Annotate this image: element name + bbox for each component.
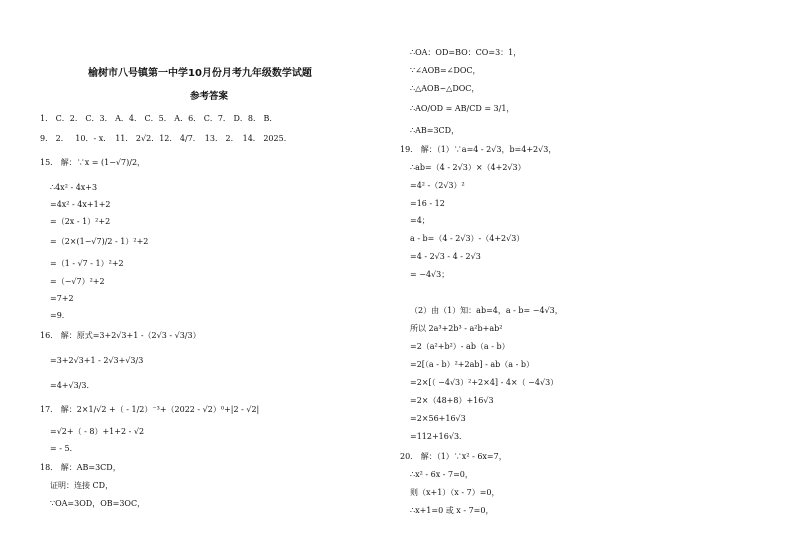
- answer-line: =2[（a - b）²+2ab] - ab（a - b）: [410, 360, 534, 369]
- answer-line: 19． 解：（1）∵a=4 - 2√3，b=4+2√3，: [400, 145, 557, 154]
- answer-line: =2×[（ −4√3）²+2×4] - 4×（ −4√3）: [410, 378, 559, 387]
- answer-line: =3+2√3+1 - 2√3+√3/3: [50, 356, 144, 365]
- answer-line: 17． 解：2×1/√2 +（ - 1/2）⁻³+（2022 - √2）⁰+|2 - √2|: [40, 405, 260, 414]
- answer-line: 所以 2a³+2b³ - a²b+ab²: [410, 324, 503, 333]
- answer-line: =2×56+16√3: [410, 414, 466, 423]
- answer-line: a - b=（4 - 2√3）-（4+2√3）: [410, 234, 525, 243]
- answer-line: 16． 解：原式=3+2√3+1 -（2√3 - √3/3）: [40, 331, 201, 340]
- answer-line: =9．: [50, 311, 70, 320]
- answer-line: （2）由（1）知：ab=4，a - b= −4√3，: [410, 306, 563, 315]
- answer-line: ∵∠AOB=∠DOC，: [410, 66, 481, 75]
- answer-line: =16 - 12: [410, 199, 445, 208]
- answer-line: ∴OA：OD=BO：CO=3：1，: [410, 48, 522, 57]
- answer-line: ∴ab=（4 - 2√3）×（4+2√3）: [410, 163, 526, 172]
- answer-line: ∴AB=3CD，: [410, 126, 460, 135]
- answer-line: 则（x+1）（x - 7）=0，: [410, 488, 500, 497]
- answer-line: 1． C．2． C．3． A．4． C．5． A．6． C．7． D．8． B．: [40, 114, 278, 123]
- answer-line: = - 5．: [50, 444, 78, 453]
- answer-line: 15． 解：∵x = (1−√7)/2，: [40, 158, 146, 167]
- answer-line: =4x² - 4x+1+2: [50, 200, 111, 209]
- answer-line: = −4√3；: [410, 270, 450, 279]
- page-title: 榆树市八号镇第一中学10月份月考九年级数学试题: [88, 68, 312, 79]
- answer-line: =（1 - √7 - 1）²+2: [50, 259, 124, 268]
- answer-line: =4；: [410, 216, 430, 225]
- answer-line: =√2+（ - 8）+1+2 - √2: [50, 427, 145, 436]
- answer-line: ∵OA=3OD，OB=3OC，: [50, 499, 146, 508]
- answer-line: ∴4x² - 4x+3: [50, 183, 98, 192]
- answer-line: ∴△AOB∽△DOC，: [410, 84, 480, 93]
- answer-line: =4² -（2√3）²: [410, 181, 465, 190]
- answer-line: =（2x - 1）²+2: [50, 217, 111, 226]
- answer-line: 18． 解：AB=3CD，: [40, 463, 121, 472]
- answer-line: 9． 2． 10．- x． 11． 2√2．12． 4/7． 13． 2． 14． 2025．: [40, 134, 292, 143]
- answer-line: =2×（48+8）+16√3: [410, 396, 494, 405]
- answer-line: =（−√7）²+2: [50, 277, 105, 286]
- answer-line: =（2×(1−√7)/2 - 1）²+2: [50, 237, 149, 246]
- answer-line: =112+16√3．: [410, 432, 468, 441]
- answer-line: ∴AO/OD = AB/CD = 3/1，: [410, 104, 515, 113]
- answer-line: 20． 解：（1）∵x² - 6x=7，: [400, 452, 507, 461]
- answer-line: =7+2: [50, 294, 74, 303]
- answer-line: =4 - 2√3 - 4 - 2√3: [410, 252, 481, 261]
- answer-line: 证明：连接 CD，: [50, 481, 114, 490]
- answer-line: =4+√3/3．: [50, 381, 95, 390]
- answer-line: ∴x² - 6x - 7=0，: [410, 470, 473, 479]
- answer-line: =2（a²+b²）- ab（a - b）: [410, 342, 510, 351]
- answer-key-heading: 参考答案: [190, 91, 229, 102]
- answer-line: ∴x+1=0 或 x - 7=0，: [410, 506, 494, 515]
